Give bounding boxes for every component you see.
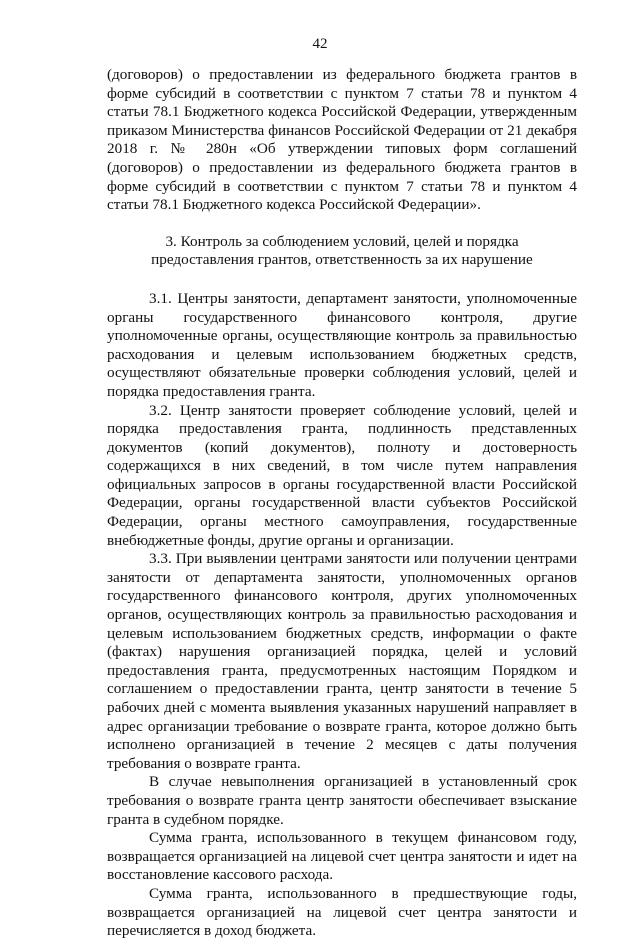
page-number: 42	[312, 36, 328, 52]
paragraph-intro-continuation: (договоров) о предоставлении из федерального бюджета грантов в форме субсидий в соответствии с пунктом 7 статьи 78 и пунктом 4 статьи 78.1 Бюджетного кодекса Российской Федерации, утвержденным приказом Министерства финансов Российской Федерации от 21 декабря 2018 г. № 280н «Об утверждении типовых форм соглашений (договоров) о предоставлении из федерального бюджета грантов в форме субсидий в соответствии с пунктом 7 статьи 78 и пунктом 4 статьи 78.1 Бюджетного кодекса Российской Федерации».	[107, 66, 577, 214]
document-body	[107, 66, 577, 941]
section-3-heading: 3. Контроль за соблюдением условий, целей и порядка предоставления грантов, ответственность за их нарушение	[151, 232, 533, 269]
paragraph-current-year-return: Сумма гранта, использованного в текущем финансовом году, возвращается организацией на лицевой счет центра занятости и идет на восстановление кассового расхода.	[107, 829, 577, 884]
paragraph-previous-years-return: Сумма гранта, использованного в предшествующие годы, возвращается организацией на лицевой счет центра занятости и перечисляется в доход бюджета.	[107, 884, 577, 940]
paragraph-3-3: 3.3. При выявлении центрами занятости или получении центрами занятости от департамента занятости, уполномоченных органов государственного финансового контроля, других уполномоченных органов, осуществляющих контроль за правильностью расходования и целевым использованием бюджетных средств, информации о факте (фактах) нарушения организацией порядка, целей и условий предоставления гранта, предусмотренных настоящим Порядком и соглашением о предоставлении гранта, центр занятости в течение 5 рабочих дней с момента выявления указанных нарушений направляет в адрес организации требование о возврате гранта, которое должно быть исполнено организацией в течение 2 месяцев с даты получения требования о возврате гранта.	[107, 550, 577, 772]
paragraph-non-compliance: В случае невыполнения организацией в установленный срок требования о возврате гранта центр занятости обеспечивает взыскание гранта в судебном порядке.	[107, 773, 577, 828]
paragraph-3-2: 3.2. Центр занятости проверяет соблюдение условий, целей и порядка предоставления гранта, подлинность представленных документов (копий документов), полноту и достоверность содержащихся в них сведений, в том числе путем направления официальных запросов в органы государственной власти Российской Федерации, органы государственной власти субъектов Российской Федерации, органы местного самоуправления, государственные внебюджетные фонды, другие органы и организации.	[107, 401, 577, 549]
paragraph-3-1: 3.1. Центры занятости, департамент занятости, уполномоченные органы государственного финансового контроля, другие уполномоченные органы, осуществляющие контроль за правильностью расходования и целевым использованием бюджетных средств, осуществляют обязательные проверки соблюдения условий, целей и порядка предоставления гранта.	[107, 289, 577, 400]
